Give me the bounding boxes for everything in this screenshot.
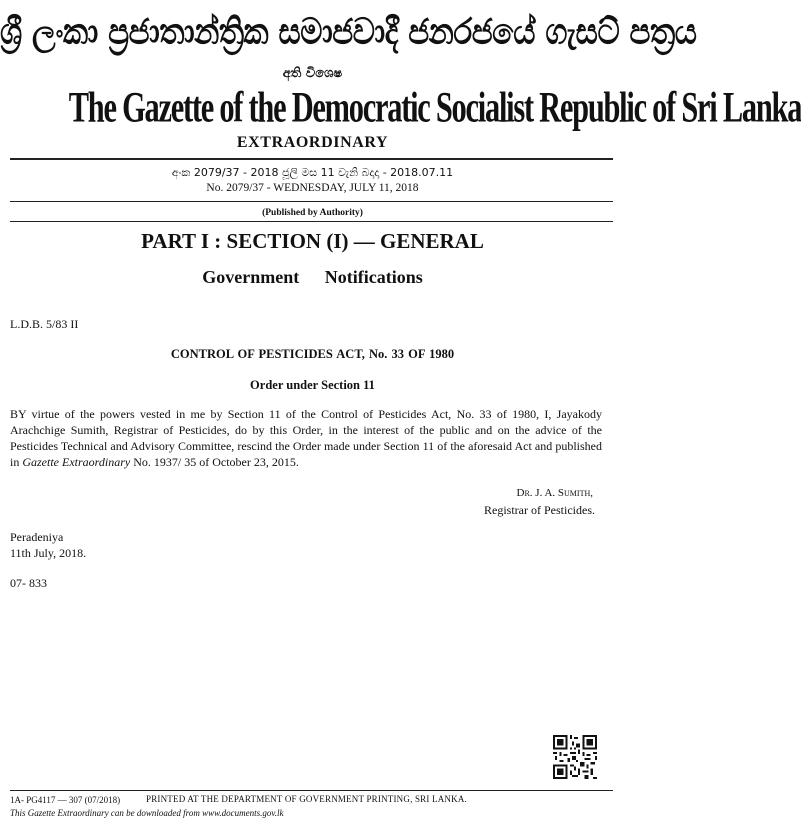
order-title: Order under Section 11 <box>250 378 375 392</box>
sinhala-extraordinary-label: අති විශෙෂ <box>282 66 343 81</box>
notice-number: 07- 833 <box>10 576 47 590</box>
date: 11th July, 2018. <box>10 546 87 560</box>
act-title: CONTROL OF PESTICIDES ACT, No. 33 OF 1980 <box>170 347 455 361</box>
part-title: PART I : SECTION (I) — GENERAL <box>141 229 484 253</box>
notice-body <box>10 406 602 470</box>
qr-code-icon <box>553 735 597 779</box>
issue-line-sinhala: අංක 2079/37 - 2018 ජූලි මස 11 වැනි බදාදා - 2018.07.11 <box>171 166 454 179</box>
notice-body-text: BY virtue of the powers vested in me by Section 11 of the Control of Pesticides Act, No. 33 of 1980, I, Jayakody Arachchige Sumith, Registrar of Pesticides, do by this Order, in the interest of the public and on the advice of the Pesticides Technical and Advisory Committee, rescind the Order made under Section 11 of the aforesaid Act and published in <box>10 407 602 469</box>
sinhala-gazette-title: ශ්‍රී ලංකා ප්‍රජාතාන්ත්‍රික සමාජවාදී ජනරජයේ ගැසට් පත්‍රය <box>0 11 697 53</box>
footer-print-code: 1A- PG4117 — 307 (07/2018) <box>10 795 121 805</box>
reference-number: L.D.B. 5/83 II <box>10 317 79 331</box>
footer-printer-note: PRINTED AT THE DEPARTMENT OF GOVERNMENT PRINTING, SRI LANKA. <box>146 794 467 804</box>
footer-download-text: This Gazette Extraordinary can be downloaded from www.documents.gov.lk <box>10 808 284 818</box>
gazette-italic-ref: Gazette Extraordinary <box>22 455 131 469</box>
footer-divider <box>10 790 613 791</box>
place: Peradeniya <box>10 530 64 544</box>
published-by-authority: (Published by Authority) <box>262 208 363 218</box>
issue-divider <box>10 201 613 202</box>
signatory-name: Dr. J. A. Sumith, <box>516 487 593 499</box>
footer-download-note <box>10 808 283 818</box>
published-divider <box>10 221 613 222</box>
signatory-title: Registrar of Pesticides. <box>484 503 595 517</box>
notice-body-end: No. 1937/ 35 of October 23, 2015. <box>130 455 299 469</box>
header-divider <box>10 158 613 160</box>
issue-line-english: No. 2079/37 - WEDNESDAY, JULY 11, 2018 <box>206 182 419 194</box>
section-subtitle: Government Notifications <box>202 267 423 287</box>
gazette-title: The Gazette of the Democratic Socialist Republic of Sri Lanka <box>68 83 801 132</box>
edition-label: EXTRAORDINARY <box>236 134 389 151</box>
